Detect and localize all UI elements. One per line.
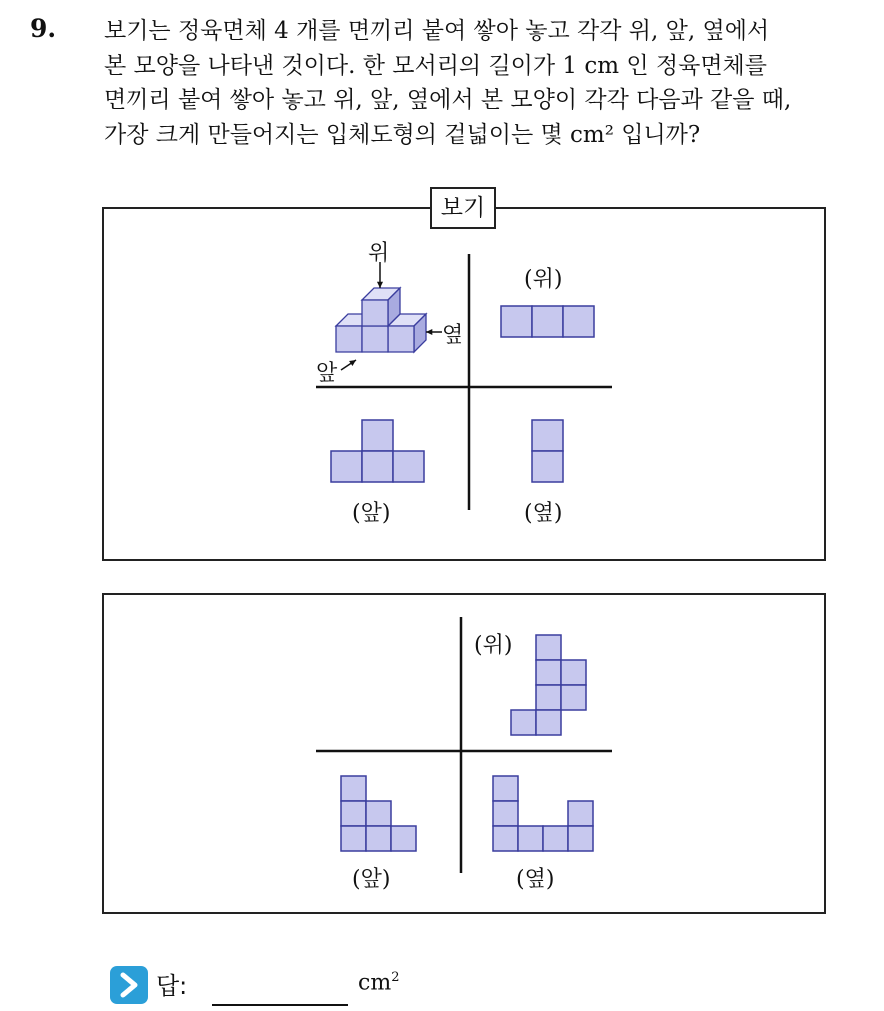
cube-front-face [388,326,414,352]
example-top-view-square [501,306,532,337]
problem-side-view-square [568,826,593,851]
problem-top-view-square [511,710,536,735]
example-side-view-label: (옆) [524,501,563,526]
example-front-view-square [331,451,362,482]
problem-top-view-square [536,685,561,710]
problem-top-view-square [536,635,561,660]
problem-side-view-label: (옆) [516,867,555,892]
answer-label: 답: [156,972,188,1000]
problem-top-view-label: (위) [474,633,513,658]
example-front-view-square [362,451,393,482]
question-number: 9. [30,14,57,43]
question-line: 보기는 정육면체 4 개를 면끼리 붙여 쌓아 놓고 각각 위, 앞, 옆에서 [104,18,770,44]
problem-side-view-square [493,826,518,851]
answer-arrow-icon [110,966,148,1004]
example-front-view-square [362,420,393,451]
arrow-front-head [349,360,356,366]
example-front-view-square [393,451,424,482]
problem-top-view-square [561,660,586,685]
arrow-label-top: 위 [368,241,390,266]
problem-side-view-square [543,826,568,851]
problem-front-view-square [391,826,416,851]
problem-front-view-square [341,801,366,826]
arrow-top-head [377,282,383,288]
question-line: 가장 크게 만들어지는 입체도형의 겉넓이는 몇 cm² 입니까? [104,121,701,148]
answer-blank[interactable] [212,1004,348,1006]
example-side-view-square [532,451,563,482]
problem-front-view-square [341,826,366,851]
question-line: 본 모양을 나타낸 것이다. 한 모서리의 길이가 1 cm 인 정육면체를 [104,52,767,79]
problem-side-view-square [493,801,518,826]
problem-side-view-square [518,826,543,851]
example-title: 보기 [430,187,496,229]
problem-front-view-square [341,776,366,801]
arrow-label-front: 앞 [316,361,338,386]
example-front-view-label: (앞) [352,501,391,526]
cube-front-face [336,326,362,352]
question-line: 면끼리 붙여 쌓아 놓고 위, 앞, 옆에서 본 모양이 각각 다음과 같을 때, [104,87,792,113]
problem-side-view-square [568,801,593,826]
problem-front-view-label: (앞) [352,867,391,892]
cube-front-face [362,326,388,352]
arrow-label-side: 옆 [442,323,464,348]
answer-unit: $cm^2$ [358,970,400,996]
problem-top-view-square [536,710,561,735]
example-top-view-square [563,306,594,337]
problem-front-view-square [366,826,391,851]
cube-stack-3d [336,288,426,352]
problem-top-view-square [561,685,586,710]
problem-top-view-square [536,660,561,685]
cube-front-face [362,300,388,326]
example-top-view-square [532,306,563,337]
arrow-side-head [426,329,432,335]
problem-front-view-square [366,801,391,826]
example-top-view-label: (위) [524,267,563,292]
example-side-view-square [532,420,563,451]
problem-side-view-square [493,776,518,801]
